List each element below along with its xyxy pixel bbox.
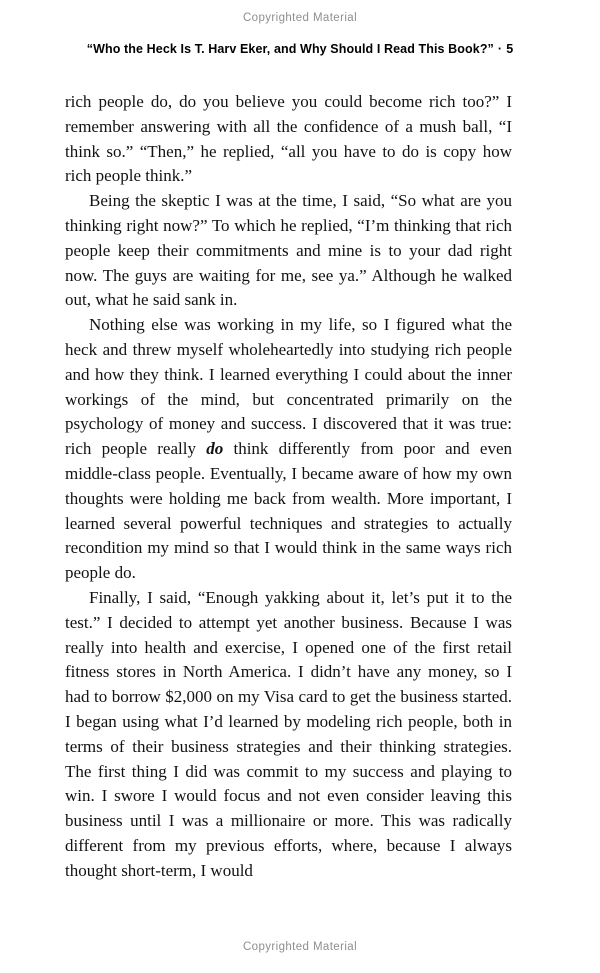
paragraph <box>65 586 512 884</box>
body-text <box>65 90 512 884</box>
paragraph <box>65 313 512 586</box>
copyright-notice-top: Copyrighted Material <box>242 12 358 24</box>
running-header <box>0 42 600 56</box>
running-header-separator: · <box>497 42 503 56</box>
text-run: Being the skeptic I was at the time, I said, “So what are you thinking right now?” To which he replied, “I’m thinking that rich people keep their commitments and mine is to your dad right now. The guys are waiting for me, see ya.” Although he walked out, what he said sank in. <box>65 191 512 310</box>
page-number: 5 <box>506 42 514 56</box>
text-run: think differently from poor and even middle-class people. Eventually, I became aware of how my own thoughts were holding me back from wealth. More important, I learned several powerful techniques and strategies to actually recondition my mind so that I would think in the same ways rich people do. <box>65 439 512 583</box>
text-run: Finally, I said, “Enough yakking about it, let’s put it to the test.” I decided to attempt yet another business. Because I was really into health and exercise, I opened one of the first retail fitness stores in North America. I didn’t have any money, so I had to borrow $2,000 on my Visa card to get the business started. I began using what I’d learned by modeling rich people, both in terms of their business strategies and their thinking strategies. The first thing I did was commit to my success and playing to win. I swore I would focus and not even consider leaving this business until I was a millionaire or more. This was radically different from my previous efforts, where, because I always thought short-term, I would <box>65 587 512 880</box>
paragraph <box>65 90 512 189</box>
emphasized-text: do <box>206 439 224 459</box>
running-header-title: “Who the Heck Is T. Harv Eker, and Why Should I Read This Book?” <box>86 42 494 56</box>
copyright-notice-bottom: Copyrighted Material <box>242 941 358 953</box>
text-run: rich people do, do you believe you could become rich too?” I remember answering with all the confidence of a mush ball, “I think so.” “Then,” he replied, “all you have to do is copy how rich people think.” <box>65 92 512 186</box>
paragraph <box>65 189 512 313</box>
text-run: Nothing else was working in my life, so I figured what the heck and threw myself wholeheartedly into studying rich people and how they think. I learned everything I could about the inner workings of the mind, but concentrated primarily on the psychology of money and success. I discovered that it was true: rich people really <box>65 315 512 459</box>
